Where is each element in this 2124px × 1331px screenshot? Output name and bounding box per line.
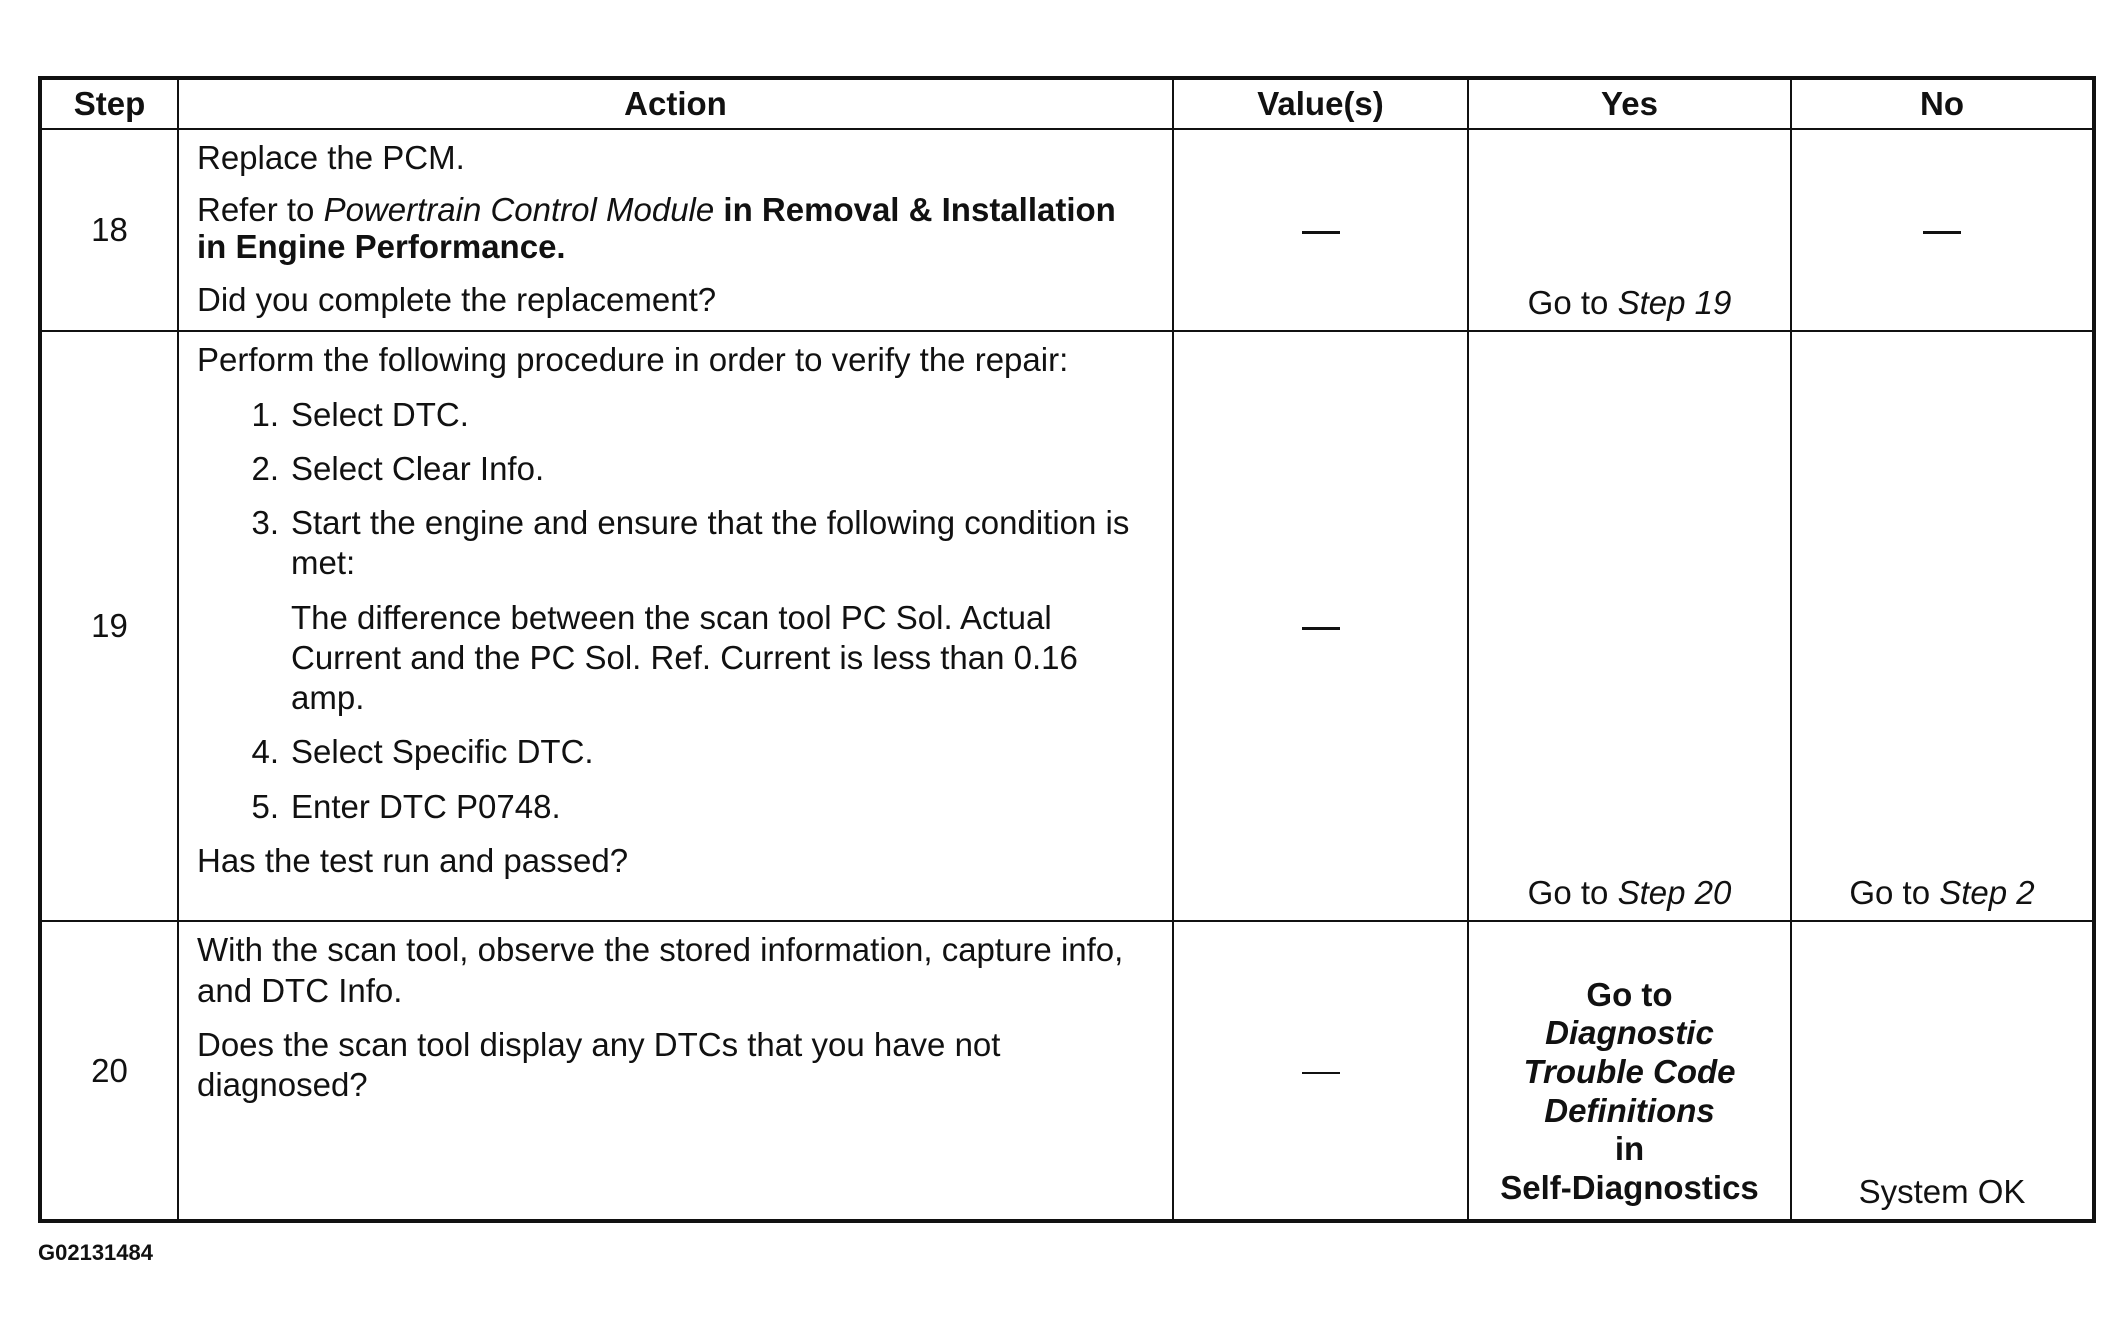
diagnostic-table	[38, 76, 2096, 1223]
header-step: Step	[40, 78, 178, 129]
no-cell	[1791, 331, 2094, 921]
yes-target-line-3: Definitions	[1544, 1091, 1715, 1129]
action-question: Did you complete the replacement?	[197, 281, 717, 319]
no-cell	[1791, 921, 2094, 1221]
yes-target-line-2: Trouble Code	[1523, 1052, 1736, 1090]
no-step-link[interactable]: Step 2	[1939, 874, 2035, 912]
item-number: 1.	[251, 395, 279, 433]
yes-cell	[1468, 129, 1791, 331]
list-item	[197, 449, 1152, 489]
value-cell	[1173, 129, 1468, 331]
yes-step-link[interactable]: Step 20	[1617, 874, 1732, 912]
action-text: Replace the PCM.	[197, 139, 465, 176]
action-question: Does the scan tool display any DTCs that you have not diagnosed?	[197, 1025, 1001, 1104]
reference-title[interactable]: Powertrain Control Module	[323, 191, 715, 229]
step-number: 20	[40, 921, 178, 1221]
dash-placeholder	[1302, 627, 1340, 630]
header-action: Action	[178, 78, 1173, 129]
item-text: Enter DTC P0748.	[291, 787, 561, 825]
action-reference	[197, 192, 1152, 266]
header-no: No	[1791, 78, 2094, 129]
item-body	[291, 503, 1152, 718]
reference-location: in Removal & Installation in Engine Performance.	[197, 191, 1116, 266]
item-number: 5.	[251, 787, 279, 825]
reference-prefix: Refer to	[197, 191, 324, 229]
action-text: With the scan tool, observe the stored information, capture info, and DTC Info.	[197, 931, 1124, 1009]
yes-cell	[1468, 921, 1791, 1221]
action-cell	[178, 129, 1173, 331]
no-text: System OK	[1858, 1173, 2026, 1211]
dash-placeholder	[1923, 231, 1961, 234]
action-intro: Perform the following procedure in order to verify the repair:	[197, 341, 1069, 379]
item-text: Select Clear Info.	[291, 449, 545, 487]
list-item	[197, 732, 1152, 772]
item-text: Select Specific DTC.	[291, 733, 594, 771]
item-text: Start the engine and ensure that the following condition is met:	[291, 504, 1130, 582]
yes-go-to: Go to	[1586, 975, 1673, 1013]
yes-cell	[1468, 331, 1791, 921]
table-row-step-19	[40, 331, 2094, 921]
action-cell	[178, 921, 1173, 1221]
value-cell	[1173, 921, 1468, 1221]
dash-placeholder	[1302, 231, 1340, 234]
header-values: Value(s)	[1173, 78, 1468, 129]
no-prefix: Go to	[1849, 874, 1940, 912]
yes-prefix: Go to	[1527, 874, 1618, 912]
procedure-list	[197, 395, 1152, 827]
yes-in: in	[1614, 1130, 1645, 1168]
table-row-step-20	[40, 921, 2094, 1221]
no-cell	[1791, 129, 2094, 331]
header-yes: Yes	[1468, 78, 1791, 129]
figure-code: G02131484	[38, 1240, 153, 1265]
action-cell	[178, 331, 1173, 921]
yes-target-line-1: Diagnostic	[1545, 1014, 1714, 1052]
yes-section: Self-Diagnostics	[1500, 1168, 1759, 1206]
yes-prefix: Go to	[1527, 284, 1618, 322]
step-number: 18	[40, 129, 178, 331]
item-note: The difference between the scan tool PC Sol. Actual Current and the PC Sol. Ref. Current is less than 0.16 amp.	[291, 598, 1078, 717]
action-question: Has the test run and passed?	[197, 841, 629, 879]
step-number: 19	[40, 331, 178, 921]
yes-reference[interactable]	[1469, 976, 1790, 1212]
table-header-row	[40, 78, 2094, 129]
value-cell	[1173, 331, 1468, 921]
yes-step-link[interactable]: Step 19	[1617, 284, 1732, 322]
list-item	[197, 503, 1152, 718]
dash-placeholder	[1302, 1072, 1340, 1075]
table-row-step-18	[40, 129, 2094, 331]
list-item	[197, 395, 1152, 435]
item-number: 4.	[251, 733, 279, 771]
item-text: Select DTC.	[291, 395, 469, 433]
item-number: 2.	[251, 449, 279, 487]
item-number: 3.	[251, 504, 279, 542]
list-item	[197, 787, 1152, 827]
